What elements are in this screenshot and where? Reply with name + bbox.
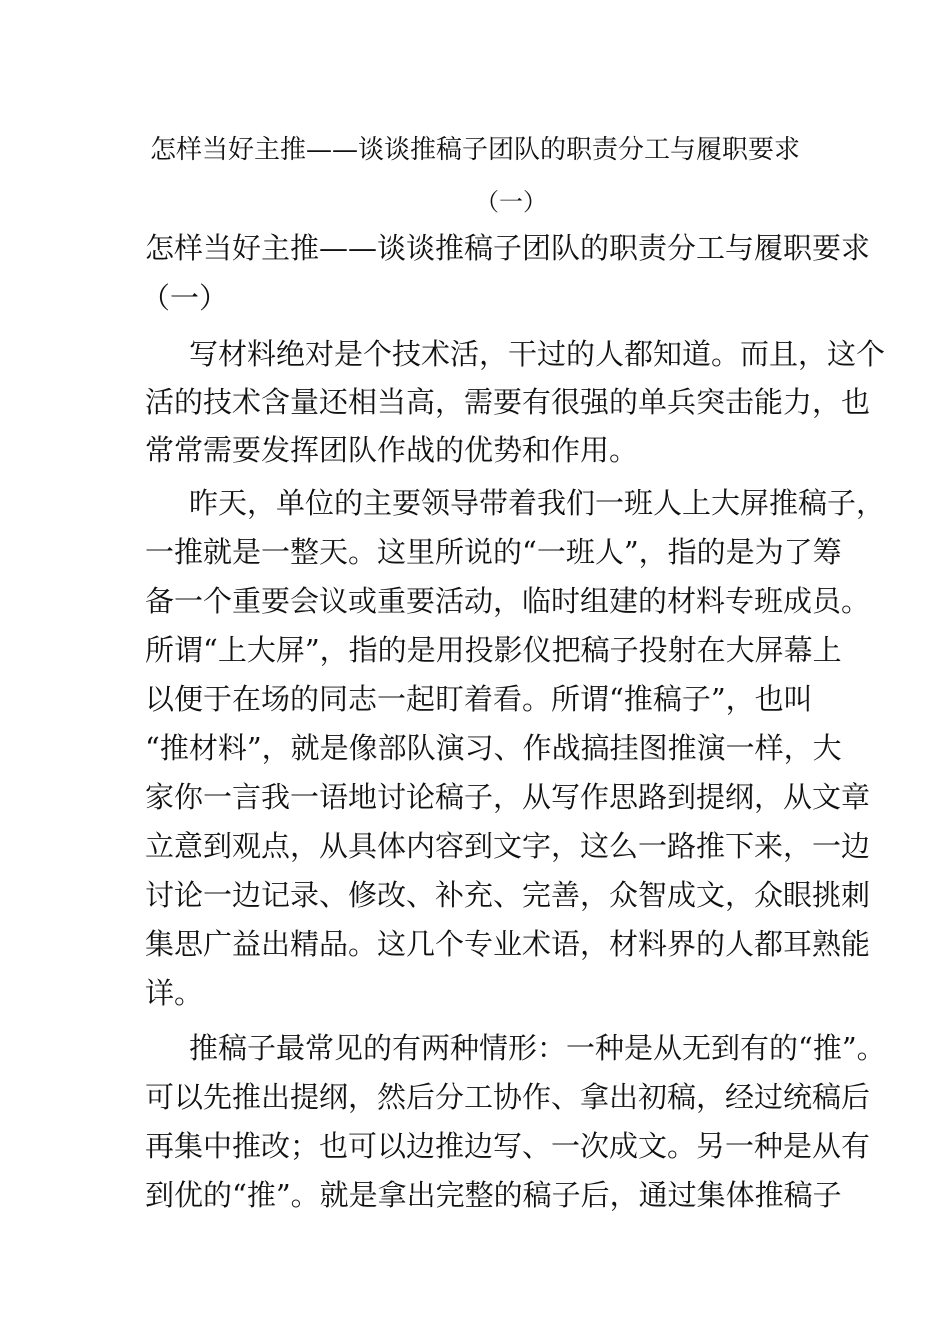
paragraph-2-line-10: 集思广益出精品。这几个专业术语，材料界的人都耳熟能 <box>145 927 871 961</box>
paragraph-2-line-7: 家你一言我一语地讨论稿子，从写作思路到提纲，从文章 <box>145 780 871 814</box>
paragraph-2-line-5: 以便于在场的同志一起盯着看。所谓“推稿子”，也叫 <box>145 682 813 716</box>
paragraph-3-line-3: 再集中推改；也可以边推边写、一次成文。另一种是从有 <box>145 1129 871 1163</box>
paragraph-2-line-8: 立意到观点，从具体内容到文字，这么一路推下来，一边 <box>145 829 871 863</box>
paragraph-3-line-2: 可以先推出提纲，然后分工协作、拿出初稿，经过统稿后 <box>145 1080 871 1114</box>
paragraph-1-line-1: 写材料绝对是个技术活，干过的人都知道。而且，这个 <box>189 337 886 371</box>
subtitle-line-1: 怎样当好主推——谈谈推稿子团队的职责分工与履职要求 <box>145 231 871 265</box>
paragraph-2-line-6: “推材料”，就是像部队演习、作战搞挂图推演一样，大 <box>145 731 842 765</box>
paragraph-2-line-9: 讨论一边记录、修改、补充、完善，众智成文，众眼挑刺 <box>145 878 871 912</box>
paragraph-3-line-4: 到优的“推”。就是拿出完整的稿子后，通过集体推稿子 <box>145 1178 842 1212</box>
paragraph-2-line-3: 备一个重要会议或重要活动，临时组建的材料专班成员。 <box>145 584 871 618</box>
paragraph-2-line-2: 一推就是一整天。这里所说的“一班人”，指的是为了筹 <box>145 535 842 569</box>
subtitle-line-2: （一） <box>141 281 229 315</box>
title-line-2: （一） <box>475 188 547 216</box>
paragraph-2-line-4: 所谓“上大屏”，指的是用投影仪把稿子投射在大屏幕上 <box>145 633 842 667</box>
paragraph-2-line-11: 详。 <box>145 976 204 1010</box>
paragraph-1-line-3: 常常需要发挥团队作战的优势和作用。 <box>145 433 639 467</box>
paragraph-1-line-2: 活的技术含量还相当高，需要有很强的单兵突击能力，也 <box>145 385 871 419</box>
paragraph-3-line-1: 推稿子最常见的有两种情形：一种是从无到有的“推”。 <box>189 1031 886 1065</box>
title-line-1: 怎样当好主推——谈谈推稿子团队的职责分工与履职要求 <box>149 135 800 165</box>
paragraph-2-line-1: 昨天，单位的主要领导带着我们一班人上大屏推稿子， <box>189 486 886 520</box>
